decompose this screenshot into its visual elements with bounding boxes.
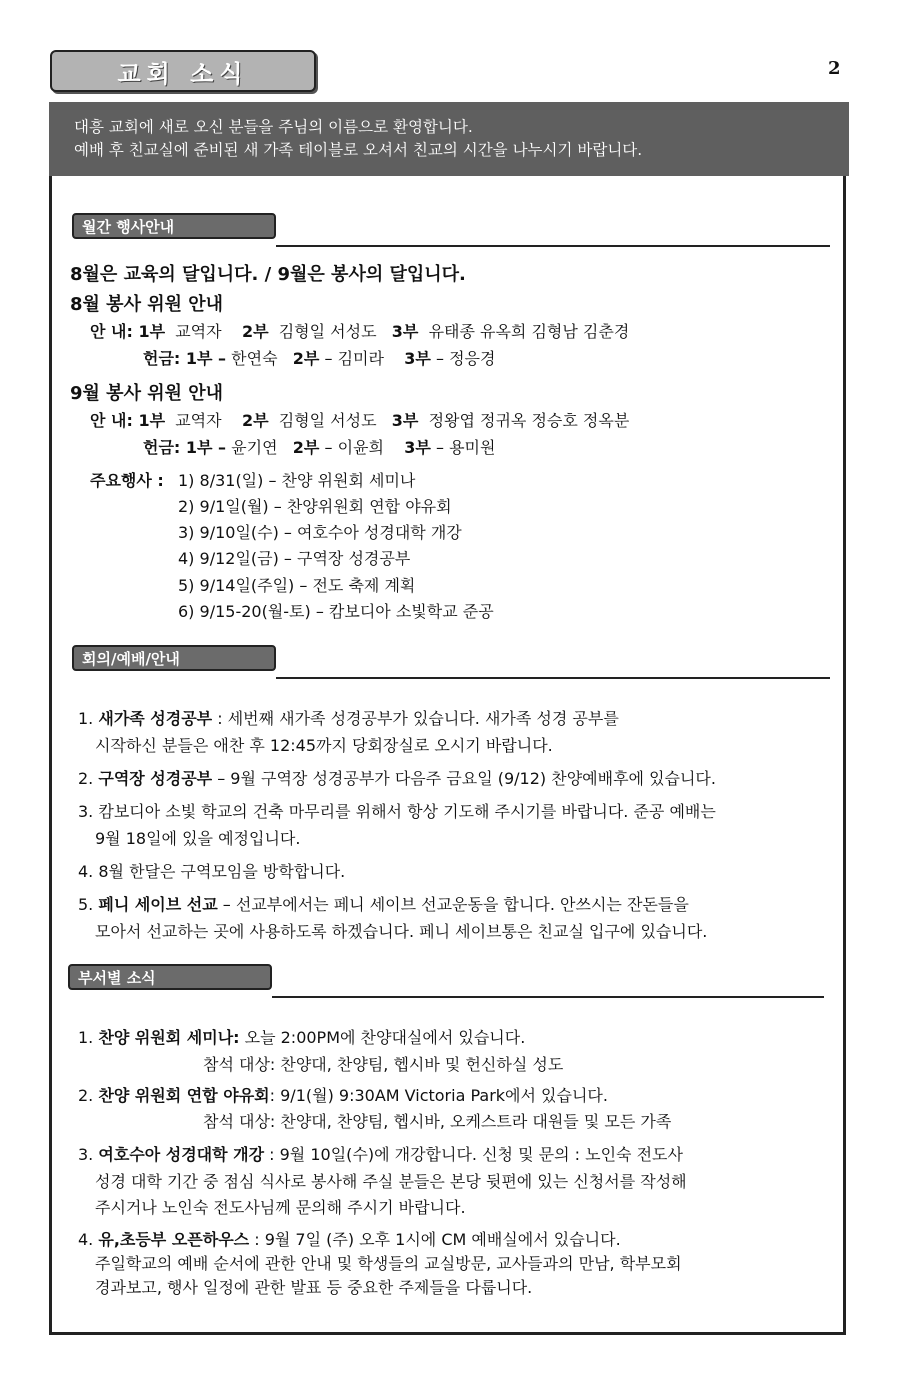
dept-item-1 [78, 1028, 525, 1048]
item-title: 여호수아 성경대학 개강 [98, 1145, 265, 1164]
names: 김형일 서성도 [278, 411, 377, 430]
names: 교역자 [175, 411, 222, 430]
guide-label: 안 내: [90, 411, 139, 430]
service-2-label: 2부 [292, 349, 320, 368]
names: 한연숙 [231, 349, 278, 368]
item-text: : 9/1(월) 9:30AM Victoria Park에서 있습니다. [269, 1086, 608, 1105]
section-rule [276, 245, 830, 247]
page-number: 2 [828, 58, 841, 79]
dept-item-4-cont-2: 경과보고, 행사 일정에 관한 발표 등 중요한 주제들을 다룹니다. [95, 1278, 533, 1297]
service-3-label: 3부 [404, 349, 431, 368]
dept-item-2-cont: 참석 대상: 찬양대, 찬양팀, 헵시바, 오케스트라 대원들 및 모든 가족 [203, 1112, 672, 1131]
item-title: 페니 세이브 선교 [98, 895, 218, 914]
names: – 용미원 [435, 438, 496, 457]
item-number: 2. [78, 1086, 99, 1105]
names: 정왕엽 정귀옥 정승호 정옥분 [428, 411, 630, 430]
names: 윤기연 [231, 438, 278, 457]
offering-label: 헌금: [143, 438, 186, 457]
event-item: 3) 9/10일(수) – 여호수아 성경대학 개강 [178, 523, 462, 542]
sep-offering-row [143, 438, 495, 458]
service-2-label: 2부 [241, 322, 269, 341]
item-title: 새가족 성경공부 [98, 709, 213, 728]
meeting-item-1-cont: 시작하신 분들은 애찬 후 12:45까지 당회장실로 오시기 바랍니다. [95, 736, 553, 755]
names: 교역자 [175, 322, 222, 341]
item-number: 4. [78, 862, 99, 881]
item-number: 4. [78, 1230, 99, 1249]
welcome-line-1: 대흥 교회에 새로 오신 분들을 주님의 이름으로 환영합니다. [74, 118, 473, 136]
service-2-label: 2부 [292, 438, 320, 457]
item-title: 찬양 위원회 연합 야유회 [98, 1086, 270, 1105]
names: – 이윤희 [324, 438, 384, 457]
section-tab-monthly: 월간 행사안내 [72, 213, 276, 239]
item-text: : 9월 7일 (주) 오후 1시에 CM 예배실에서 있습니다. [249, 1230, 621, 1249]
meeting-item-3 [78, 802, 716, 822]
event-item: 2) 9/1일(월) – 찬양위원회 연합 야유회 [178, 497, 452, 516]
meeting-item-3-cont: 9월 18일에 있을 예정입니다. [95, 829, 301, 848]
item-number: 1. [78, 1028, 99, 1047]
welcome-line-2: 예배 후 친교실에 준비된 새 가족 테이블로 오셔서 친교의 시간을 나누시기 바랍니다. [74, 141, 643, 159]
section-tab-departments: 부서별 소식 [68, 964, 272, 990]
item-number: 5. [78, 895, 99, 914]
item-number: 3. [78, 802, 99, 821]
meeting-item-5-cont: 모아서 선교하는 곳에 사용하도록 하겠습니다. 페니 세이브통은 친교실 입구에 있습니다. [95, 922, 708, 941]
section-rule [276, 677, 830, 679]
section-tab-meetings: 회의/예배/안내 [72, 645, 276, 671]
item-text: – 선교부에서는 페니 세이브 선교운동을 합니다. 안쓰시는 잔돈들을 [217, 895, 689, 914]
event-item: 5) 9/14일(주일) – 전도 축제 계획 [178, 576, 416, 595]
item-number: 2. [78, 769, 99, 788]
item-number: 1. [78, 709, 99, 728]
guide-label: 안 내: [90, 322, 139, 341]
item-title: 구역장 성경공부 [98, 769, 213, 788]
event-item: 1) 8/31(일) – 찬양 위원회 세미나 [178, 471, 416, 490]
welcome-banner [49, 102, 849, 176]
item-number: 3. [78, 1145, 99, 1164]
monthly-headline: 8월은 교육의 달입니다. / 9월은 봉사의 달입니다. [70, 264, 466, 285]
event-item: 4) 9/12일(금) – 구역장 성경공부 [178, 549, 411, 568]
names: – 김미라 [324, 349, 384, 368]
meeting-item-5 [78, 895, 689, 915]
dept-item-3-cont-2: 주시거나 노인숙 전도사님께 문의해 주시기 바랍니다. [95, 1198, 466, 1217]
event-item: 6) 9/15-20(월-토) – 캄보디아 소빛학교 준공 [178, 602, 494, 621]
service-3-label: 3부 [404, 438, 431, 457]
events-label-text: 주요행사 : [90, 471, 164, 490]
service-1-label: 1부 [138, 322, 166, 341]
names: 김형일 서성도 [278, 322, 377, 341]
dept-item-4-cont-1: 주일학교의 예배 순서에 관한 안내 및 학생들의 교실방문, 교사들과의 만남, 학부모회 [95, 1254, 682, 1273]
item-text: 8월 한달은 구역모임을 방학합니다. [98, 862, 346, 881]
item-text: : 세번째 새가족 성경공부가 있습니다. 새가족 성경 공부를 [212, 709, 619, 728]
service-2-label: 2부 [241, 411, 269, 430]
meeting-item-4 [78, 862, 345, 882]
sep-title: 9월 봉사 위원 안내 [70, 383, 224, 404]
dept-item-4 [78, 1230, 621, 1250]
section-rule [272, 996, 824, 998]
offering-label: 헌금: [143, 349, 186, 368]
dept-item-3 [78, 1145, 683, 1165]
meeting-item-2 [78, 769, 716, 789]
service-3-label: 3부 [391, 411, 419, 430]
meeting-item-1 [78, 709, 619, 729]
aug-offering-row [143, 349, 495, 369]
item-text: 캄보디아 소빛 학교의 건축 마무리를 위해서 항상 기도해 주시기를 바랍니다. 준공 예배는 [98, 802, 716, 821]
names: – 정응경 [435, 349, 496, 368]
page-title: 교회 소식 [50, 50, 316, 92]
aug-guide-row [90, 322, 629, 342]
sep-guide-row [90, 411, 629, 431]
item-text: 오늘 2:00PM에 찬양대실에서 있습니다. [239, 1028, 526, 1047]
item-title: 찬양 위원회 세미나: [98, 1028, 240, 1047]
item-text: : 9월 10일(수)에 개강합니다. 신청 및 문의 : 노인숙 전도사 [264, 1145, 683, 1164]
dept-item-3-cont-1: 성경 대학 기간 중 점심 식사로 봉사해 주실 분들은 본당 뒷편에 있는 신청서를 작성해 [95, 1172, 687, 1191]
item-title: 유,초등부 오픈하우스 [98, 1230, 250, 1249]
aug-title: 8월 봉사 위원 안내 [70, 294, 224, 315]
events-label [90, 471, 164, 491]
item-text: – 9월 구역장 성경공부가 다음주 금요일 (9/12) 찬양예배후에 있습니다. [212, 769, 716, 788]
dept-item-2 [78, 1086, 608, 1106]
service-1-label: 1부 – [185, 438, 227, 457]
names: 유태종 유옥희 김형남 김춘경 [428, 322, 630, 341]
dept-item-1-cont: 참석 대상: 찬양대, 찬양팀, 헵시바 및 헌신하실 성도 [203, 1055, 564, 1074]
service-1-label: 1부 – [185, 349, 227, 368]
service-1-label: 1부 [138, 411, 166, 430]
service-3-label: 3부 [391, 322, 419, 341]
